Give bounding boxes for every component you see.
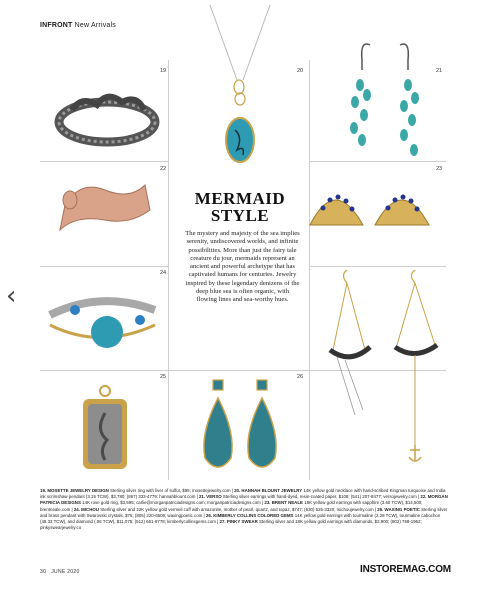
caption-brand: 25. WAXING POETIC	[377, 506, 420, 512]
item-number-21: 21	[436, 68, 443, 74]
mermaid-pendant-image	[75, 385, 135, 475]
caption-brand: 24. MICHOU	[73, 506, 99, 512]
item-number-22: 22	[160, 166, 167, 172]
item-number-20: 20	[297, 68, 304, 74]
feature-title-line-2: STYLE	[210, 206, 270, 225]
caption-text: 14K yellow gold necklace with hand-scribed Kingman turquoise and India ink scrimshaw pendant (3.15 TCW), $2,780; (867) 333-4779; hannahblount.com |	[40, 488, 446, 500]
amazonite-cuff-image	[45, 280, 160, 365]
caption-brand: 26. KIMBERLY COLLINS COLORED GEMS	[205, 512, 294, 518]
caption-text: Sterling silver and 22K yellow gold vermeil cuff with amazonite, mother of pearl, quartz, and topaz, $747; (530) 525-3320; michoujewelry.com |	[99, 506, 378, 512]
verso-earrings-image	[340, 40, 430, 170]
item-number-23: 23	[436, 166, 443, 172]
caption-brand: 20. HANNAH BLOUNT JEWELRY	[234, 488, 303, 493]
caption-brand: 23. BRENT NEALE	[264, 500, 303, 506]
tourmaline-earrings-image	[195, 378, 285, 478]
issue-date: JUNE 2020	[51, 569, 80, 575]
caption-brand: 27. PINKY SWEAR	[219, 519, 258, 525]
prev-page-arrow-icon[interactable]: ‹	[6, 281, 17, 311]
mermaid-ring-image	[50, 175, 160, 245]
caption-text: 18K yellow gold earrings with sapphire (3.60 TCW), $14,500; brentneale.com |	[40, 500, 423, 512]
subsection-label: New Arrivals	[74, 22, 116, 29]
caption-text: 14K rose gold ring, $3,595; carlie@morganpatriciadesigns.com; morganpatriciadesigns.com |	[80, 500, 265, 506]
item-number-26: 26	[297, 374, 304, 380]
caption-text: Sterling silver earrings with hand-dyed, resin-coated paper, $108; (541) 207-8477; versojewelry.com |	[221, 494, 421, 500]
octopus-ring-image	[52, 90, 162, 150]
section-label: INFRONT	[40, 22, 73, 29]
site-logo: INSTOREMAG.COM	[360, 564, 451, 575]
caption-brand: 22. MORGAN PATRICIA DESIGNS	[40, 494, 448, 506]
product-captions	[40, 488, 450, 531]
feature-title	[175, 190, 305, 224]
caption-text: Sterling silver ring with liver of sulfur, $95; mosettejewelry.com |	[108, 488, 235, 493]
turquoise-necklace-image	[205, 5, 275, 165]
shell-earrings-image	[305, 180, 435, 245]
item-number-25: 25	[160, 374, 167, 380]
item-number-19: 19	[160, 68, 167, 74]
feature-title-line-1: MERMAID	[194, 189, 286, 208]
caption-brand: 19. MOSETTE JEWELRY DESIGN	[40, 488, 109, 493]
item-number-24: 24	[160, 270, 167, 276]
pinky-swear-earrings-image	[325, 265, 440, 475]
caption-text: 14K yellow gold earrings with tourmaline (2.28 TCW), tourmaline cabochon (48.33 TCW), and diamond (.06 TCW), $11,075; (512) 661-8778; kimberlycollinsgems.com |	[40, 512, 441, 525]
caption-brand: 21. VERSO	[198, 494, 222, 500]
page-number: 30	[40, 569, 47, 575]
feature-body-text: The mystery and majesty of the sea implies serenity, undiscovered worlds, and infinite possibilities. More than just the fairy tale creature du jour, mermaids represent an ancient and powerful archetype that has captivated humans for centuries. Jewelry inspired by these legendary denizens of the deep blue sea is often organic, with flowing lines and sea-worthy hues.	[185, 230, 300, 304]
page-header	[40, 22, 116, 29]
page-footer-left	[40, 569, 80, 575]
caption-text: Sterling silver and 18K yellow gold earrings with diamonds, $2,900; (802) 768-1962; pinkyswearjewelry.co	[40, 519, 422, 531]
caption-text: Sterling silver and brass pendant with Swarovski crystals, $75; (805) 220-6509; waxingpoetic.com |	[40, 506, 448, 518]
